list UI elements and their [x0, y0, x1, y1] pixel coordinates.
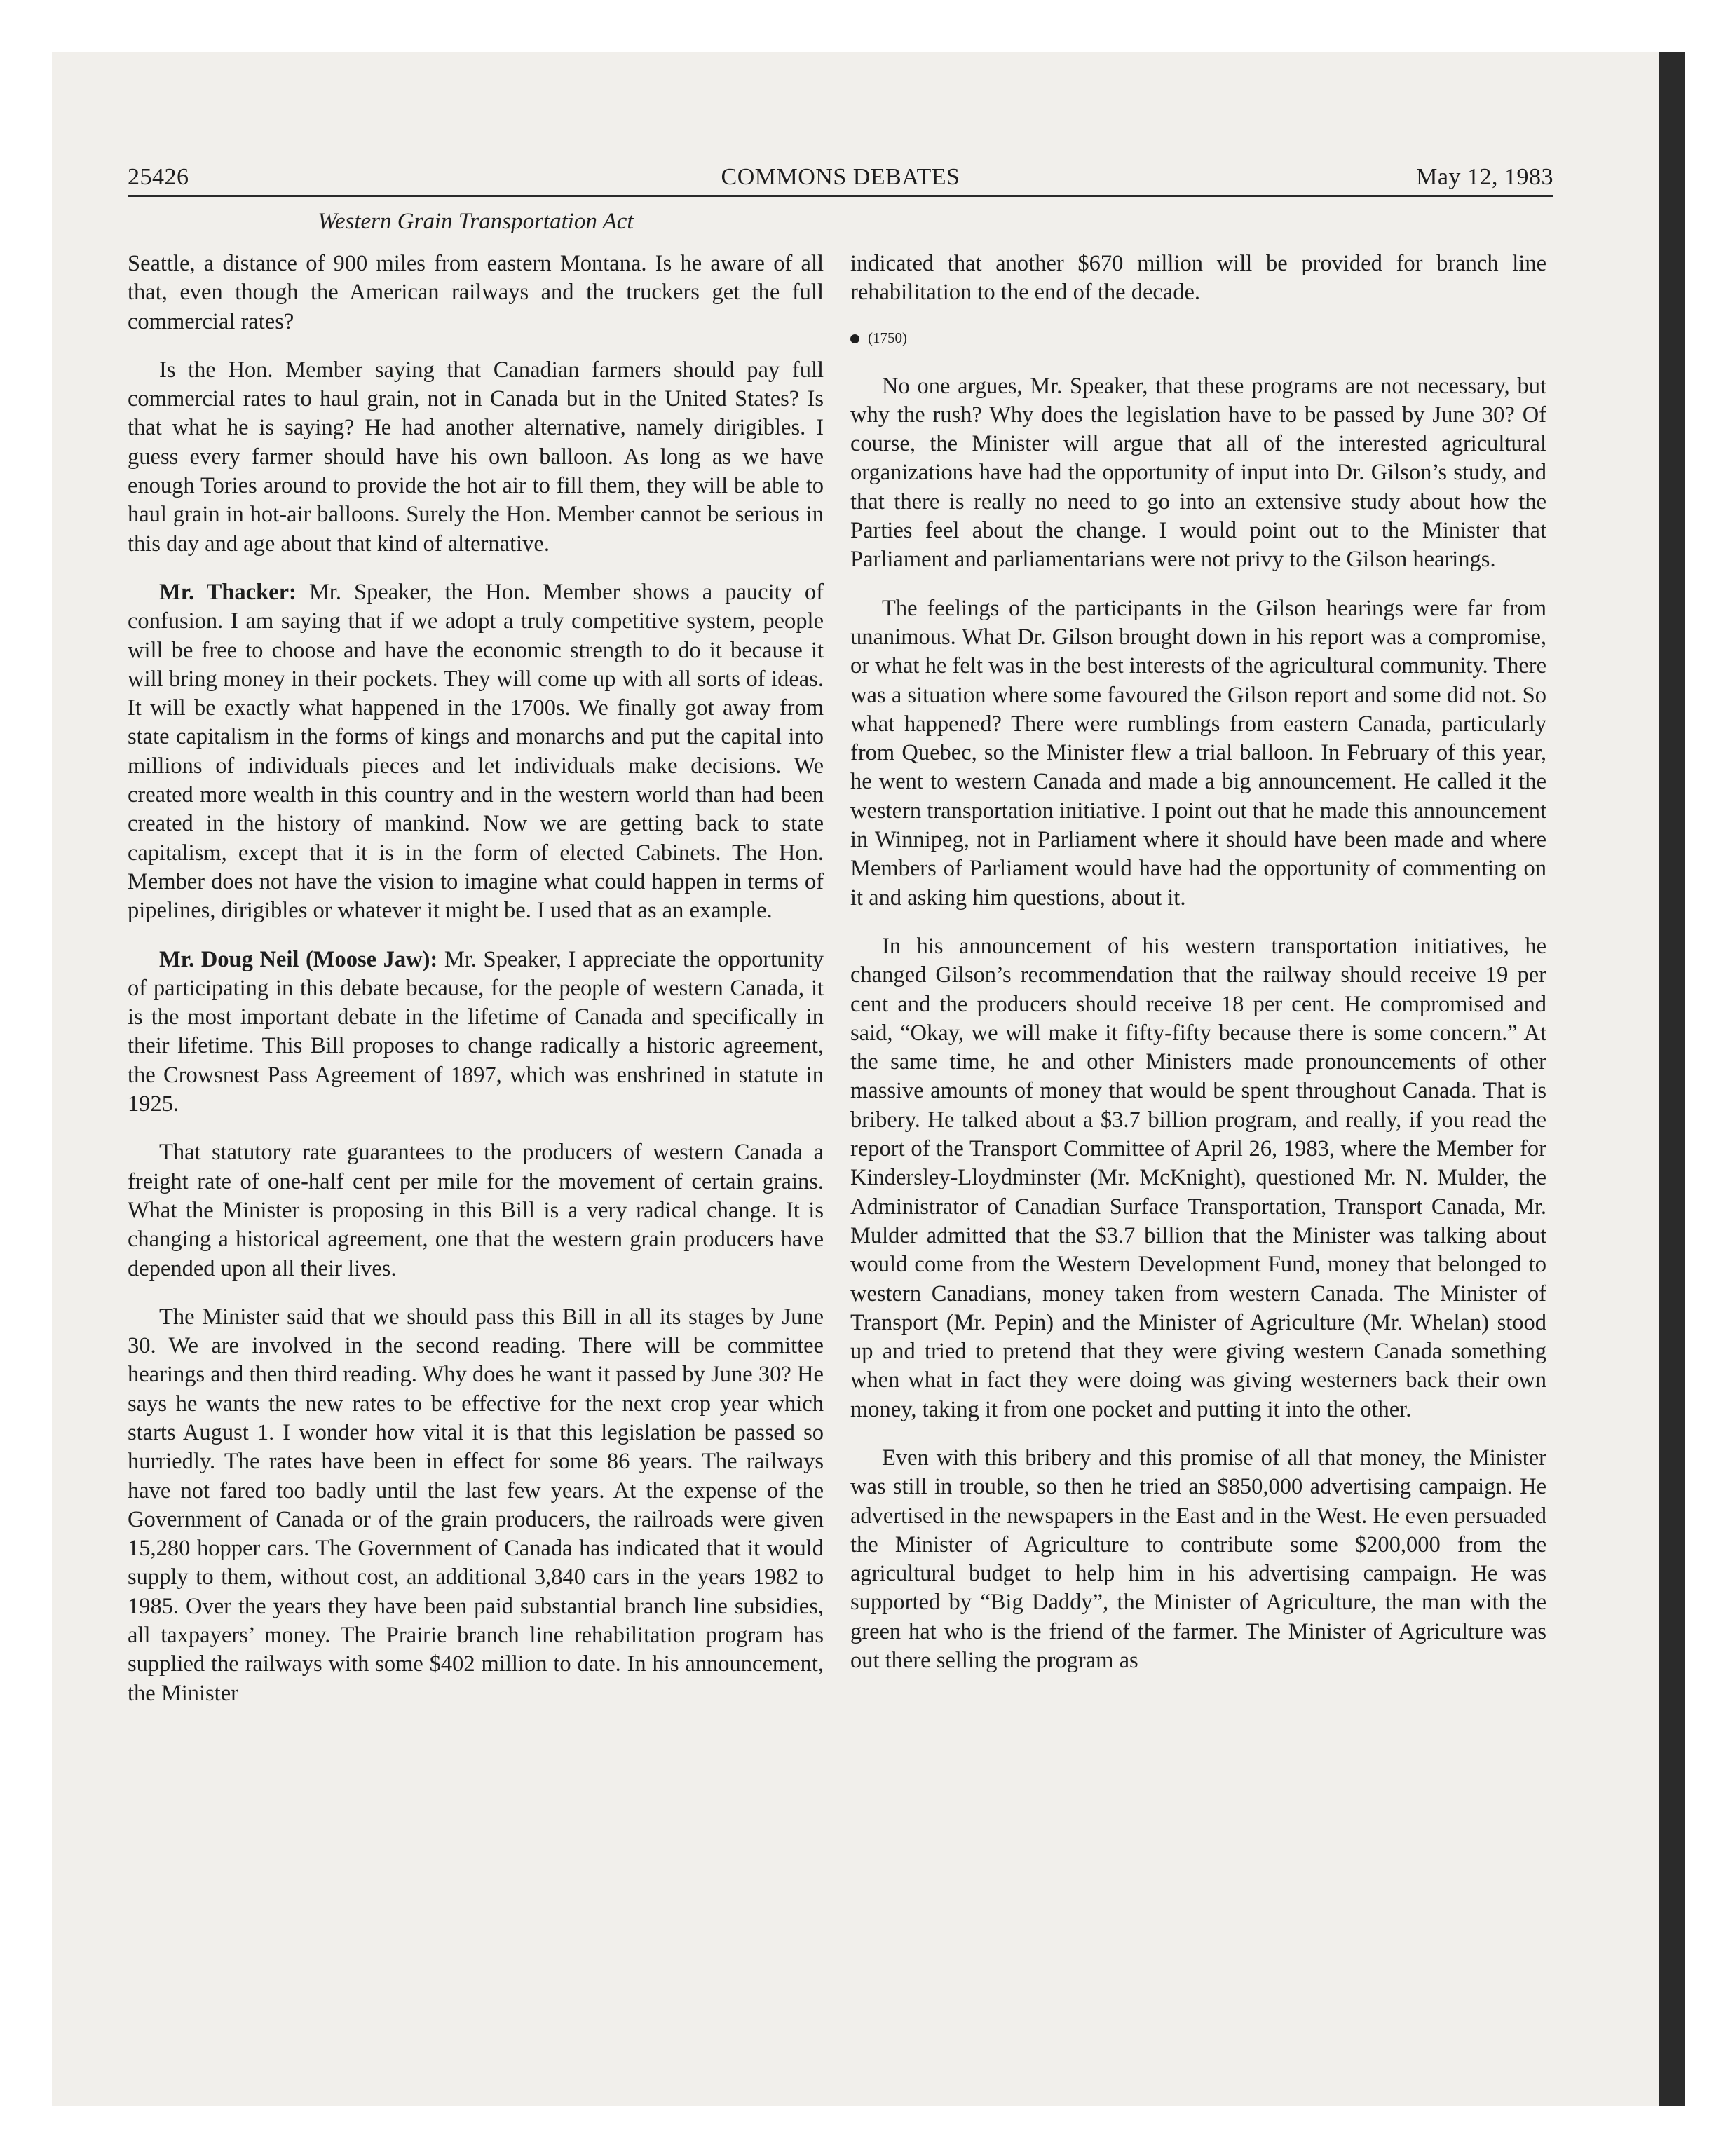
left-column: [128, 250, 824, 1728]
paragraph: [128, 578, 824, 926]
publication-date: May 12, 1983: [1416, 164, 1553, 190]
paragraph: The feelings of the participants in the Gilson hearings were far from unanimous. What Dr. Gilson brought down in his report was a compromise, or what he felt was in the best interests of the agricultural community. There was a situation where some favoured the Gilson report and some did not. So what happened? There were rumblings from eastern Canada, particularly from Quebec, so the Minister flew a trial balloon. In February of this year, he went to western Canada and made a big announcement. He called it the western transportation initiative. I point out that he made this announcement in Winnipeg, not in Parliament where it should have been made and where Members of Parliament would have had the opportunity of commenting on it and asking him questions, about it.: [850, 595, 1546, 910]
paragraph: The Minister said that we should pass this Bill in all its stages by June 30. We are involved in the second reading. There will be committee hearings and then third reading. Why does he want it passed by June 30? He says he wants the new rates to be effective for the next crop year which starts August 1. I wonder how vital it is that this legislation be passed so hurriedly. The rates have been in effect for some 86 years. The railways have not fared too badly until the last few years. At the expense of the Government of Canada or of the grain producers, the railroads were given 15,280 hopper cars. The Government of Canada has indicated that it would supply to them, without cost, an additional 3,840 cars in the years 1982 to 1985. Over the years they have been paid substantial branch line subsidies, all taxpayers’ money. The Prairie branch line rehabilitation program has supplied the railways with some $402 million to date. In his announcement, the Minister: [128, 1304, 824, 1706]
speaker-name: Mr. Thacker:: [159, 579, 297, 605]
paragraph: [128, 946, 824, 1119]
paragraph: indicated that another $670 million will be provided for branch line rehabilitation to the end of the decade.: [850, 251, 1546, 306]
time-marker-text: (1750): [868, 329, 907, 346]
paragraph: That statutory rate guarantees to the producers of western Canada a freight rate of one-half cent per mile for the movement of certain grains. What the Minister is proposing in this Bill is a very radical change. It is changing a historical agreement, one that the western grain producers have depended upon all their lives.: [128, 1140, 824, 1281]
paragraph: Seattle, a distance of 900 miles from eastern Montana. Is he aware of all that, even though the American railways and the truckers get the full commercial rates?: [128, 251, 824, 334]
section-title: Western Grain Transportation Act: [318, 209, 634, 234]
publication-title: COMMONS DEBATES: [721, 164, 960, 190]
paragraph: Is the Hon. Member saying that Canadian farmers should pay full commercial rates to haul grain, not in Canada but in the United States? Is that what he is saying? He had another alternative, namely dirigibles. I guess every farmer should have his own balloon. As long as we have enough Tories around to provide the hot air to fill them, they will be able to haul grain in hot-air balloons. Surely the Hon. Member cannot be serious in this day and age about that kind of alternative.: [128, 357, 824, 557]
paragraph: No one argues, Mr. Speaker, that these programs are not necessary, but why the rush? Why does the legislation have to be passed by June 30? Of course, the Minister will argue that all of the interested agricultural organizations have had the opportunity of input into Dr. Gilson’s study, and that there is really no need to go into an extensive study about how the Parties feel about the change. I would point out to the Minister that Parliament and parliamentarians were not privy to the Gilson hearings.: [850, 373, 1546, 573]
page-number: 25426: [128, 164, 189, 190]
time-marker: [850, 327, 1546, 348]
page-header: [128, 156, 1553, 197]
bullet-icon: [850, 334, 859, 343]
speech-text: Mr. Speaker, the Hon. Member shows a paucity of confusion. I am saying that if we adopt a truly competitive system, people will be free to choose and have the economic strength to do it because it will bring money in their pockets. They will come up with all sorts of ideas. It will be exactly what happened in the 1700s. We finally got away from state capitalism in the forms of kings and monarchs and put the capital into millions of individuals pieces and let individuals make decisions. We created more wealth in this country and in the western world than had been created in the history of mankind. Now we are getting back to state capitalism, except that it is in the form of elected Cabinets. The Hon. Member does not have the vision to imagine what could happen in terms of pipelines, dirigibles or whatever it might be. I used that as an example.: [128, 579, 824, 924]
paragraph: Even with this bribery and this promise of all that money, the Minister was still in trouble, so then he tried an $850,000 advertising campaign. He advertised in the newspapers in the East and in the West. He even persuaded the Minister of Agriculture to contribute some $200,000 from the agricultural budget to help him in his advertising campaign. He was supported by “Big Daddy”, the Minister of Agriculture, the man with the green hat who is the friend of the farmer. The Minister of Agriculture was out there selling the program as: [850, 1445, 1546, 1674]
right-column: [850, 250, 1546, 1695]
speaker-name: Mr. Doug Neil (Moose Jaw):: [159, 946, 438, 972]
paragraph: In his announcement of his western transportation initiatives, he changed Gilson’s recommendation that the railway should receive 19 per cent and the producers should receive 18 per cent. He compromised and said, “Okay, we will make it fifty-fifty because there is some concern.” At the same time, he and other Ministers made pronouncements of other massive amounts of money that would be spent throughout Canada. That is bribery. He talked about a $3.7 billion program, and really, if you read the report of the Transport Committee of April 26, 1983, where the Member for Kindersley-Lloydminster (Mr. McKnight), questioned Mr. N. Mulder, the Administrator of Canadian Surface Transportation, Transport Canada, Mr. Mulder admitted that the $3.7 billion that the Minister was talking about would come from the Western Development Fund, money that belonged to western Canadians, money taken from western Canada. The Minister of Transport (Mr. Pepin) and the Minister of Agriculture (Mr. Whelan) stood up and tried to pretend that they were giving western Canada something when what in fact they were doing was giving westerners back their own money, taking it from one pocket and putting it into the other.: [850, 933, 1546, 1422]
scan-edge-shadow: [1659, 52, 1685, 2106]
speech-text: Mr. Speaker, I appreciate the opportunity of participating in this debate because, for the people of western Canada, it is the most important debate in the lifetime of Canada and specifically in their lifetime. This Bill proposes to change radically a historic agreement, the Crowsnest Pass Agreement of 1897, which was enshrined in statute in 1925.: [128, 946, 824, 1117]
